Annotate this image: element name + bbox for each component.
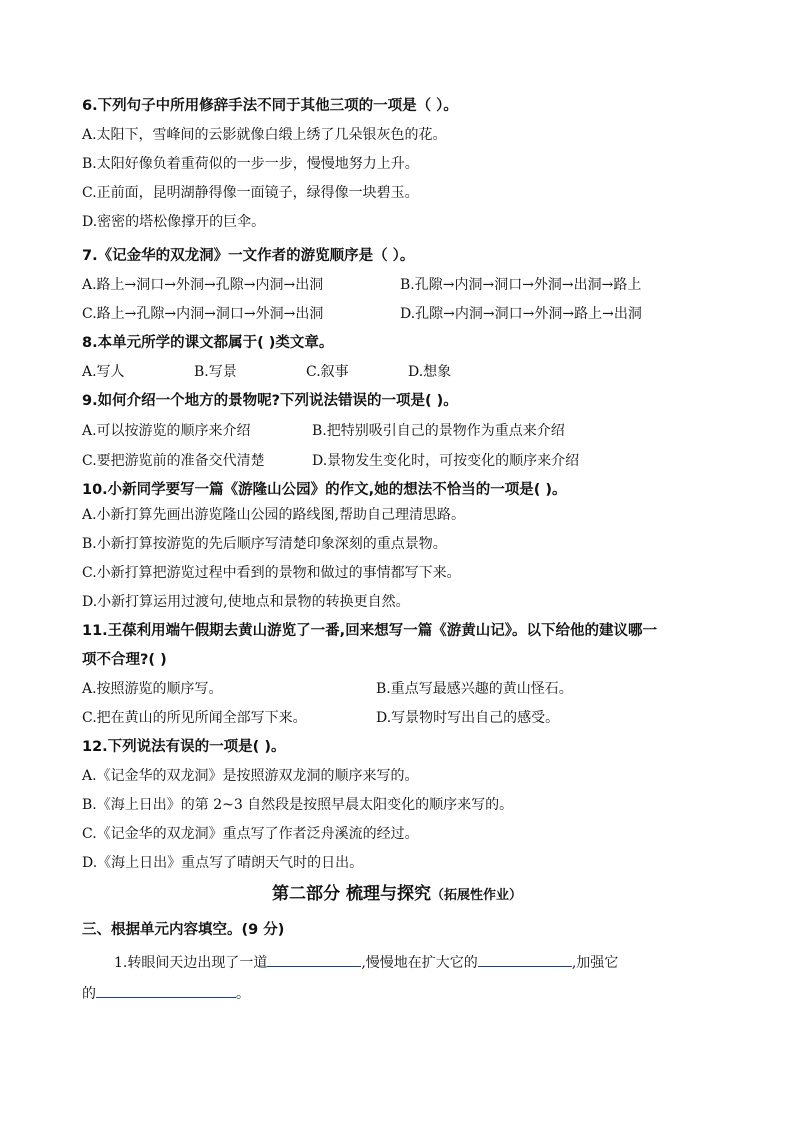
- q11-option-d: D.写景物时写出自己的感受。: [376, 710, 560, 726]
- q7-option-d: D.孔隙→内洞→洞口→外洞→路上→出洞: [400, 306, 642, 322]
- q12-option-c: C.《记金华的双龙洞》重点写了作者泛舟溪流的经过。: [82, 826, 419, 842]
- q9-option-b: B.把特别吸引自己的景物作为重点来介绍: [312, 423, 565, 439]
- q7-option-b: B.孔隙→内洞→洞口→外洞→出洞→路上: [400, 277, 642, 293]
- part2-title: [0, 882, 794, 908]
- q6-option-b: B.太阳好像负着重荷似的一步一步，慢慢地努力上升。: [82, 156, 419, 172]
- part2-subtitle: （拓展性作业）: [430, 888, 522, 903]
- q9-stem: 9.如何介绍一个地方的景物呢?下列说法错误的一项是( )。: [82, 393, 458, 409]
- q10-option-a: A.小新打算先画出游览隆山公园的路线图,帮助自己理清思路。: [82, 507, 466, 523]
- q10-option-d: D.小新打算运用过渡句,使地点和景物的转换更自然。: [82, 594, 410, 610]
- part2-title-text: 第二部分 梳理与探究: [272, 884, 431, 904]
- q10-stem: 10.小新同学要写一篇《游隆山公园》的作文,她的想法不恰当的一项是( )。: [82, 482, 567, 498]
- q6-stem: 6.下列句子中所用修辞手法不同于其他三项的一项是（ ）。: [82, 98, 458, 114]
- q8-stem: 8.本单元所学的课文都属于( )类文章。: [82, 335, 334, 351]
- q12-option-d: D.《海上日出》重点写了晴朗天气时的日出。: [82, 855, 364, 871]
- q12-option-b: B.《海上日出》的第 2~3 自然段是按照早晨太阳变化的顺序来写的。: [82, 797, 514, 813]
- q6-option-a: A.太阳下，雪峰间的云影就像白缎上绣了几朵银灰色的花。: [82, 127, 447, 143]
- q7-stem: 7.《记金华的双龙洞》一文作者的游览顺序是（ ）。: [82, 248, 415, 264]
- fill-text-2: ,慢慢地在扩大它的: [361, 955, 478, 971]
- q10-option-c: C.小新打算把游览过程中看到的景物和做过的事情都写下来。: [82, 565, 461, 581]
- q8-option-d: D.想象: [408, 364, 452, 380]
- q6-option-c: C.正前面，昆明湖静得像一面镜子，绿得像一块碧玉。: [82, 185, 419, 201]
- section3-heading: 三、根据单元内容填空。(9 分): [82, 922, 285, 938]
- section3-item1-line1: [114, 952, 734, 974]
- fill-text-3: ,加强它: [571, 955, 619, 971]
- fill-blank-2[interactable]: [478, 952, 572, 967]
- q9-option-a: A.可以按游览的顺序来介绍: [82, 423, 251, 439]
- q8-option-c: C.叙事: [306, 364, 349, 380]
- q11-option-a: A.按照游览的顺序写。: [82, 681, 223, 697]
- q8-option-a: A.写人: [82, 364, 125, 380]
- q9-option-d: D.景物发生变化时，可按变化的顺序来介绍: [312, 453, 580, 469]
- q6-option-d: D.密密的塔松像撑开的巨伞。: [82, 214, 266, 230]
- fill-blank-1[interactable]: [267, 952, 361, 967]
- q11-option-b: B.重点写最感兴趣的黄山怪石。: [376, 681, 573, 697]
- q7-option-c: C.路上→孔隙→内洞→洞口→外洞→出洞: [82, 306, 324, 322]
- q12-stem: 12.下列说法有误的一项是( )。: [82, 739, 286, 755]
- section3-item1-line2: [82, 983, 722, 1005]
- q11-stem-line2: 项不合理?( ): [82, 652, 167, 668]
- fill-text-4: 的: [82, 986, 96, 1002]
- fill-text-1: 1.转眼间天边出现了一道: [114, 955, 268, 971]
- q10-option-b: B.小新打算按游览的先后顺序写清楚印象深刻的重点景物。: [82, 536, 447, 552]
- q11-stem-line1: 11.王葆利用端午假期去黄山游览了一番,回来想写一篇《游黄山记》。以下给他的建议哪一: [82, 623, 657, 639]
- q12-option-a: A.《记金华的双龙洞》是按照游双龙洞的顺序来写的。: [82, 768, 419, 784]
- q11-option-c: C.把在黄山的所见所闻全部写下来。: [82, 710, 307, 726]
- fill-text-5: 。: [236, 986, 250, 1002]
- fill-blank-3[interactable]: [96, 983, 236, 998]
- q7-option-a: A.路上→洞口→外洞→孔隙→内洞→出洞: [82, 277, 324, 293]
- q9-option-c: C.要把游览前的准备交代清楚: [82, 453, 265, 469]
- q8-option-b: B.写景: [194, 364, 237, 380]
